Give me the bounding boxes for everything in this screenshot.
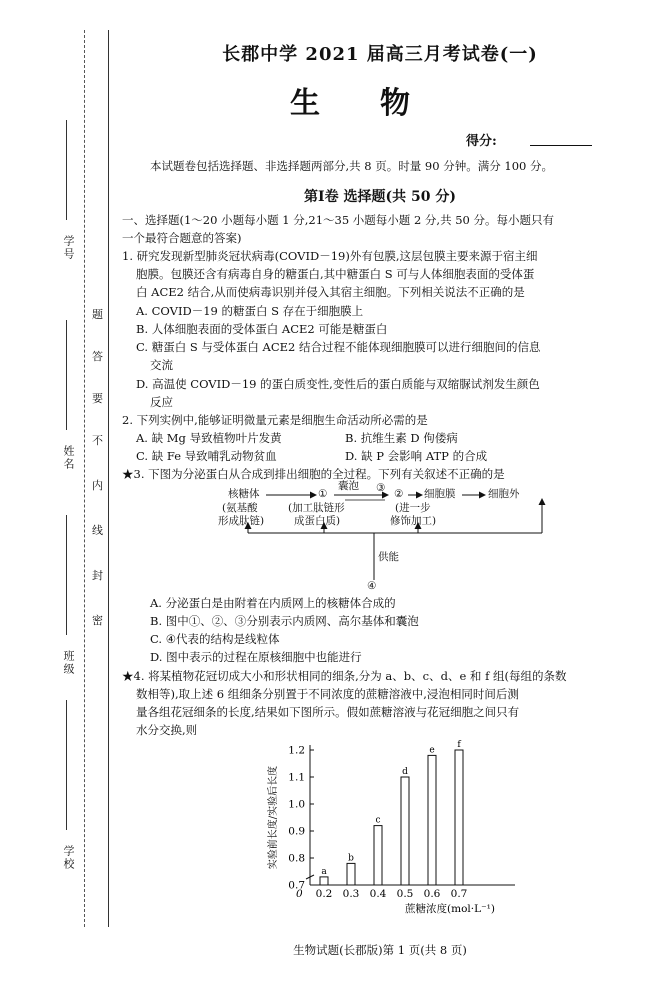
q2-option-b: B. 抗维生素 D 佝偻病 bbox=[345, 431, 458, 445]
bar-b bbox=[347, 863, 355, 885]
margin-field-student-id: 学号 bbox=[62, 235, 75, 261]
diagram-structure-1: ① bbox=[318, 488, 328, 500]
score-label: 得分: bbox=[466, 134, 497, 149]
seal-char: 内 bbox=[92, 479, 103, 492]
q1-stem: 白 ACE2 结合,从而使病毒识别并侵入其宿主细胞。下列相关说法不正确的是 bbox=[136, 285, 525, 299]
q3-secretion-diagram bbox=[200, 480, 580, 595]
q3-stem: ★3. 下图为分泌蛋白从合成到排出细胞的全过程。下列有关叙述不正确的是 bbox=[122, 467, 505, 481]
margin-field-school: 学校 bbox=[62, 845, 75, 871]
bar-f bbox=[455, 750, 463, 885]
margin-field-name: 姓名 bbox=[62, 445, 75, 471]
y-tick-label: 1.0 bbox=[288, 798, 305, 811]
seal-char: 题 bbox=[92, 308, 103, 321]
q1-option-d: D. 高温使 COVID－19 的蛋白质变性,变性后的蛋白质能与双缩脲试剂发生颜色 bbox=[136, 377, 540, 391]
q2-option-a: A. 缺 Mg 导致植物叶片发黄 bbox=[136, 431, 282, 445]
bar-label-d: d bbox=[402, 767, 408, 777]
page-footer: 生物试题(长郡版)第 1 页(共 8 页) bbox=[293, 943, 467, 957]
subject-title: 生物 bbox=[290, 86, 470, 121]
section-title: 第Ⅰ卷 选择题(共 50 分) bbox=[304, 189, 456, 205]
bar-label-e: e bbox=[429, 745, 435, 756]
bar-label-b: b bbox=[348, 853, 354, 864]
y-tick-label: 0.8 bbox=[288, 852, 305, 865]
q1-stem: 胞膜。包膜还含有病毒自身的糖蛋白,其中糖蛋白 S 可与人体细胞表面的受体蛋 bbox=[136, 267, 535, 281]
seal-char: 不 bbox=[92, 434, 103, 447]
exam-intro: 本试题卷包括选择题、非选择题两部分,共 8 页。时量 90 分钟。满分 100 分。 bbox=[150, 159, 553, 173]
instructions-line: 一、选择题(1～20 小题每小题 1 分,21～35 小题每小题 2 分,共 50 分。每小题只有 bbox=[122, 213, 555, 227]
q3-option-b: B. 图中①、②、③分别表示内质网、高尔基体和囊泡 bbox=[150, 614, 419, 628]
y-axis-label: 实验前长度/实验后长度 bbox=[268, 765, 279, 870]
diagram-ribosome-note: (氨基酸 bbox=[222, 502, 258, 514]
diagram-structure-1-note: (加工肽链形 bbox=[288, 502, 345, 514]
q2-stem: 2. 下列实例中,能够证明微量元素是细胞生命活动所必需的是 bbox=[122, 413, 428, 427]
score-blank bbox=[530, 145, 592, 146]
seal-char: 要 bbox=[92, 392, 103, 405]
bar-label-a: a bbox=[321, 866, 327, 877]
seal-char: 封 bbox=[92, 569, 103, 582]
q4-stem: 水分交换,则 bbox=[136, 723, 198, 737]
exam-title: 长郡中学 2021 届高三月考试卷(一) bbox=[222, 44, 538, 65]
diagram-structure-1-note: 成蛋白质) bbox=[294, 515, 341, 527]
diagram-structure-2: ② bbox=[394, 488, 404, 500]
diagram-structure-3: ③ bbox=[376, 482, 386, 494]
x-axis-label: 蔗糖浓度(mol·L⁻¹) bbox=[405, 903, 495, 915]
chart-svg bbox=[260, 735, 530, 925]
q1-option-c-cont: 交流 bbox=[150, 358, 173, 372]
margin-field-line bbox=[66, 700, 67, 830]
diagram-ribosome: 核糖体 bbox=[228, 488, 260, 500]
q1-option-c: C. 糖蛋白 S 与受体蛋白 ACE2 结合过程不能体现细胞膜可以进行细胞间的信息 bbox=[136, 340, 541, 354]
diagram-ribosome-note: 形成肽链) bbox=[218, 515, 265, 527]
q4-stem: ★4. 将某植物花冠切成大小和形状相同的细条,分为 a、b、c、d、e 和 f 组(每组的条数 bbox=[122, 669, 567, 683]
diagram-structure-4: ④ bbox=[367, 580, 377, 592]
y-tick-label: 0.7 bbox=[288, 879, 305, 892]
q4-bar-chart bbox=[260, 735, 530, 925]
y-tick-label: 0.9 bbox=[288, 825, 305, 838]
seal-char: 密 bbox=[92, 614, 103, 627]
q1-stem: 1. 研究发现新型肺炎冠状病毒(COVID－19)外有包膜,这层包膜主要来源于宿主细 bbox=[122, 249, 538, 263]
q4-stem: 数相等),取上述 6 组细条分别置于不同浓度的蔗糖溶液中,浸泡相同时间后测 bbox=[136, 687, 519, 701]
q1-option-b: B. 人体细胞表面的受体蛋白 ACE2 可能是糖蛋白 bbox=[136, 322, 388, 336]
seal-char: 线 bbox=[92, 524, 103, 537]
bar-e bbox=[428, 755, 436, 885]
seal-solid-line-right bbox=[108, 30, 109, 927]
x-tick-label: 0.2 bbox=[315, 888, 333, 900]
instructions-line: 一个最符合题意的答案) bbox=[122, 231, 242, 245]
y-tick-label: 1.1 bbox=[288, 771, 305, 784]
bar-label-f: f bbox=[457, 740, 461, 750]
bar-c bbox=[374, 826, 382, 885]
diagram-outside-cell: 细胞外 bbox=[488, 488, 520, 500]
x-tick-label: 0.4 bbox=[369, 888, 387, 900]
diagram-cell-membrane: 细胞膜 bbox=[424, 488, 456, 500]
x-tick-label: 0.6 bbox=[423, 888, 441, 900]
q3-option-c: C. ④代表的结构是线粒体 bbox=[150, 632, 280, 646]
bar-label-c: c bbox=[375, 815, 381, 826]
x-tick-label: 0.3 bbox=[342, 888, 360, 900]
q2-option-c: C. 缺 Fe 导致哺乳动物贫血 bbox=[136, 449, 277, 463]
q3-option-a: A. 分泌蛋白是由附着在内质网上的核糖体合成的 bbox=[150, 596, 396, 610]
x-tick-label: 0.5 bbox=[396, 888, 414, 900]
bar-d bbox=[401, 777, 409, 885]
margin-field-line bbox=[66, 120, 67, 220]
seal-dashed-line-left bbox=[84, 30, 85, 927]
diagram-structure-2-note: (进一步 bbox=[395, 502, 431, 514]
q3-option-d: D. 图中表示的过程在原核细胞中也能进行 bbox=[150, 650, 362, 664]
seal-char: 答 bbox=[92, 350, 103, 363]
margin-field-class: 班级 bbox=[62, 650, 75, 676]
margin-field-line bbox=[66, 515, 67, 635]
diagram-energy-supply: 供能 bbox=[378, 551, 399, 563]
x-tick-label: 0.7 bbox=[450, 888, 468, 900]
diagram-vesicle-label: 囊泡 bbox=[338, 480, 359, 492]
y-tick-label: 1.2 bbox=[288, 744, 305, 757]
bar-a bbox=[320, 877, 328, 885]
q4-stem: 量各组花冠细条的长度,结果如下图所示。假如蔗糖溶液与花冠细胞之间只有 bbox=[136, 705, 520, 719]
q1-option-d-cont: 反应 bbox=[150, 395, 173, 409]
margin-field-line bbox=[66, 320, 67, 430]
q1-option-a: A. COVID－19 的糖蛋白 S 存在于细胞膜上 bbox=[136, 304, 364, 318]
origin-label: 0 bbox=[296, 888, 303, 900]
q2-option-d: D. 缺 P 会影响 ATP 的合成 bbox=[345, 449, 488, 463]
diagram-structure-2-note: 修饰加工) bbox=[390, 515, 437, 527]
